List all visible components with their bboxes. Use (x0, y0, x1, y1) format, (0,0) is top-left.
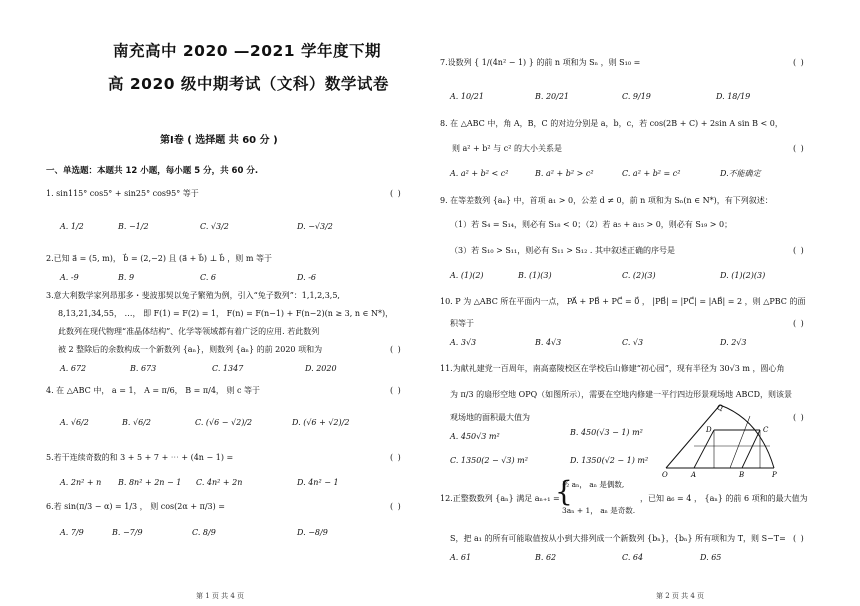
label-A: A (691, 471, 697, 478)
question-10-line2: 积等于 (450, 319, 474, 328)
q1-option-c: C. √3/2 (200, 222, 229, 231)
question-9-line1: 9. 在等差数列 {aₙ} 中，首项 a₁ > 0，公差 d ≠ 0，前 n 项和为 Sₙ(n ∈ N*)，有下列叙述： (440, 196, 773, 205)
question-7-stem: 7.设数列 { 1/(4n² − 1) } 的前 n 项和为 Sₙ ，则 S₁₀ = (440, 58, 641, 67)
question-9-line2: （1）若 S₄ = S₁₄，则必有 S₁₈ < 0；（2）若 a₅ + a₁₅ > 0，则必有 S₁₉ > 0； (450, 220, 733, 229)
section-instruction: 一、单选题：本题共 12 小题，每小题 5 分，共 60 分. (46, 166, 259, 176)
q4-option-d: D. (√6 + √2)/2 (292, 418, 350, 427)
q9-option-d: D. (1)(2)(3) (720, 271, 766, 280)
q4-option-b: B. √6/2 (122, 418, 151, 427)
question-1-stem: 1. sin115° cos5° + sin25° cos95° 等于 (46, 189, 199, 198)
answer-paren-1: ( ) (390, 189, 402, 198)
question-8-line1: 8. 在 △ABC 中，角 A，B，C 的对边分别是 a，b，c，若 cos(2B + C) + 2sin A sin B < 0， (440, 119, 783, 128)
question-11-line1: 11.为献礼建党一百周年，南高嘉陵校区在学校后山修建“初心园”，现有半径为 30√3 m ，圆心角 (440, 364, 785, 373)
q3-option-d: D. 2020 (305, 364, 337, 373)
q4-option-c: C. (√6 − √2)/2 (195, 418, 253, 427)
q5-option-c: C. 4n² + 2n (196, 478, 243, 487)
q5-option-a: A. 2n² + n (60, 478, 102, 487)
answer-paren-6: ( ) (390, 502, 402, 511)
question-12-line2: S，把 a₁ 的所有可能取值按从小到大排列成一个新数列 {bₙ}，{bₙ} 所有项和为 T，则 S−T= (450, 534, 786, 543)
question-3-line3: 此数列在现代物理“准晶体结构”、化学等领域都有着广泛的应用. 若此数列 (58, 327, 320, 336)
q7-option-c: C. 9/19 (622, 92, 651, 101)
q10-option-b: B. 4√3 (535, 338, 562, 347)
label-B: B (739, 471, 745, 478)
question-8-line2: 则 a² + b² 与 c² 的大小关系是 (452, 144, 562, 153)
q11-option-c: C. 1350(2 − √3) m² (450, 456, 528, 465)
q6-option-a: A. 7/9 (60, 528, 84, 537)
label-O: O (662, 471, 668, 478)
q10-option-c: C. √3 (622, 338, 644, 347)
question-10-line1: 10. P 为 △ABC 所在平面内一点， PA⃗ + PB⃗ + PC⃗ = 0⃗ ， |PB⃗| = |PC⃗| = |AB⃗| = 2 ，则 △PBC 的面 (440, 297, 806, 306)
q12-option-d: D. 65 (700, 553, 722, 562)
label-D: D (706, 426, 712, 434)
question-2-stem: 2.已知 a⃗ = (5, m)， b⃗ = (2,−2) 且 (a⃗ + b⃗) ⊥ b⃗ ，则 m 等于 (46, 254, 272, 263)
q8-option-c: C. a² + b² = c² (622, 169, 681, 178)
answer-paren-9: ( ) (793, 246, 805, 255)
question-12-line1b: ，已知 a₆ = 4 ， {aₙ} 的前 6 项和的最大值为 (640, 494, 808, 503)
q7-option-b: B. 20/21 (535, 92, 570, 101)
q5-option-d: D. 4n² − 1 (297, 478, 339, 487)
q6-option-c: C. 8/9 (192, 528, 216, 537)
question-11-line3: 观场地的面积最大值为 (450, 413, 530, 422)
page-footer-2: 第 2 页 共 4 页 (656, 591, 705, 600)
q12-option-c: C. 64 (622, 553, 644, 562)
q12-option-a: A. 61 (450, 553, 472, 562)
label-Q: Q (717, 404, 723, 412)
answer-paren-4: ( ) (390, 386, 402, 395)
answer-paren-3: ( ) (390, 345, 402, 354)
q7-option-d: D. 18/19 (716, 92, 751, 101)
q2-option-c: C. 6 (200, 273, 217, 282)
page-2 (430, 0, 860, 606)
answer-paren-7: ( ) (793, 58, 805, 67)
question-3-line4: 被 2 整除后的余数构成一个新数列 {aₙ}，则数列 {aₙ} 的前 2020 项和为 (58, 345, 323, 354)
q11-option-b: B. 450(√3 − 1) m² (570, 428, 643, 437)
q11-option-a: A. 450√3 m² (450, 432, 500, 441)
q6-option-b: B. −7/9 (112, 528, 143, 537)
q5-option-b: B. 8n² + 2n − 1 (118, 478, 182, 487)
q10-option-d: D. 2√3 (720, 338, 747, 347)
question-12-case2: 3aₙ + 1， aₙ 是奇数. (562, 506, 636, 515)
section-title: 第Ⅰ卷 ( 选择题 共 60 分 ) (160, 135, 278, 146)
question-9-line3: （3）若 S₁₀ > S₁₁，则必有 S₁₁ > S₁₂ . 其中叙述正确的序号是 (450, 246, 675, 255)
piecewise-brace: { (555, 475, 573, 508)
question-11-line2: 为 π/3 的扇形空地 OPQ（如图所示），需要在空地内修建一平行四边形景观场地 ABCD，则该景 (450, 390, 793, 399)
answer-paren-12: ( ) (793, 534, 805, 543)
q12-option-b: B. 62 (535, 553, 557, 562)
q8-option-d: D.不能确定 (720, 169, 761, 178)
q7-option-a: A. 10/21 (450, 92, 484, 101)
q3-option-a: A. 672 (60, 364, 87, 373)
q9-option-a: A. (1)(2) (450, 271, 484, 280)
q6-option-d: D. −8/9 (297, 528, 328, 537)
q8-option-b: B. a² + b² > c² (535, 169, 594, 178)
answer-paren-11: ( ) (793, 413, 805, 422)
q8-option-a: A. a² + b² < c² (450, 169, 509, 178)
question-3-line2: 8,13,21,34,55， …， 即 F(1) = F(2) = 1， F(n) = F(n−1) + F(n−2)(n ≥ 3, n ∈ N*)， (58, 309, 394, 318)
q2-option-b: B. 9 (118, 273, 135, 282)
question-6-stem: 6.若 sin(π/3 − α) = 1/3 ， 则 cos(2α + π/3) = (46, 502, 225, 511)
question-4-stem: 4. 在 △ABC 中， a = 1， A = π/6， B = π/4， 则 c 等于 (46, 386, 261, 395)
q2-option-d: D. -6 (297, 273, 317, 282)
page-footer-1: 第 1 页 共 4 页 (196, 591, 245, 600)
question-5-stem: 5.若干连续奇数的和 3 + 5 + 7 + ⋯ + (4n − 1) = (46, 453, 234, 462)
q1-option-d: D. −√3/2 (297, 222, 333, 231)
answer-paren-5: ( ) (390, 453, 402, 462)
exam-title-line1: 南充高中 2020 —2021 学年度下期 (113, 42, 381, 60)
q1-option-b: B. −1/2 (118, 222, 149, 231)
answer-paren-10: ( ) (793, 319, 805, 328)
q10-option-a: A. 3√3 (450, 338, 477, 347)
q9-option-b: B. (1)(3) (518, 271, 552, 280)
q11-option-d: D. 1350(√2 − 1) m² (570, 456, 649, 465)
question-12-case1: ½ aₙ， aₙ 是偶数, (562, 480, 625, 489)
q2-option-a: A. -9 (60, 273, 79, 282)
answer-paren-8: ( ) (793, 144, 805, 153)
q9-option-c: C. (2)(3) (622, 271, 656, 280)
sector-figure (662, 402, 782, 478)
question-12-line1a: 12.正整数数列 {aₙ} 满足 aₙ₊₁ = (440, 494, 560, 503)
q3-option-b: B. 673 (130, 364, 157, 373)
label-P: P (772, 471, 777, 478)
q1-option-a: A. 1/2 (60, 222, 84, 231)
q4-option-a: A. √6/2 (60, 418, 89, 427)
q3-option-c: C. 1347 (212, 364, 244, 373)
exam-title-line2: 高 2020 级中期考试（文科）数学试卷 (108, 75, 389, 93)
question-3-line1: 3.意大利数学家列昂那多・斐波那契以兔子繁殖为例，引入“兔子数列”：1,1,2,3,5, (46, 291, 340, 300)
label-C: C (763, 426, 769, 434)
